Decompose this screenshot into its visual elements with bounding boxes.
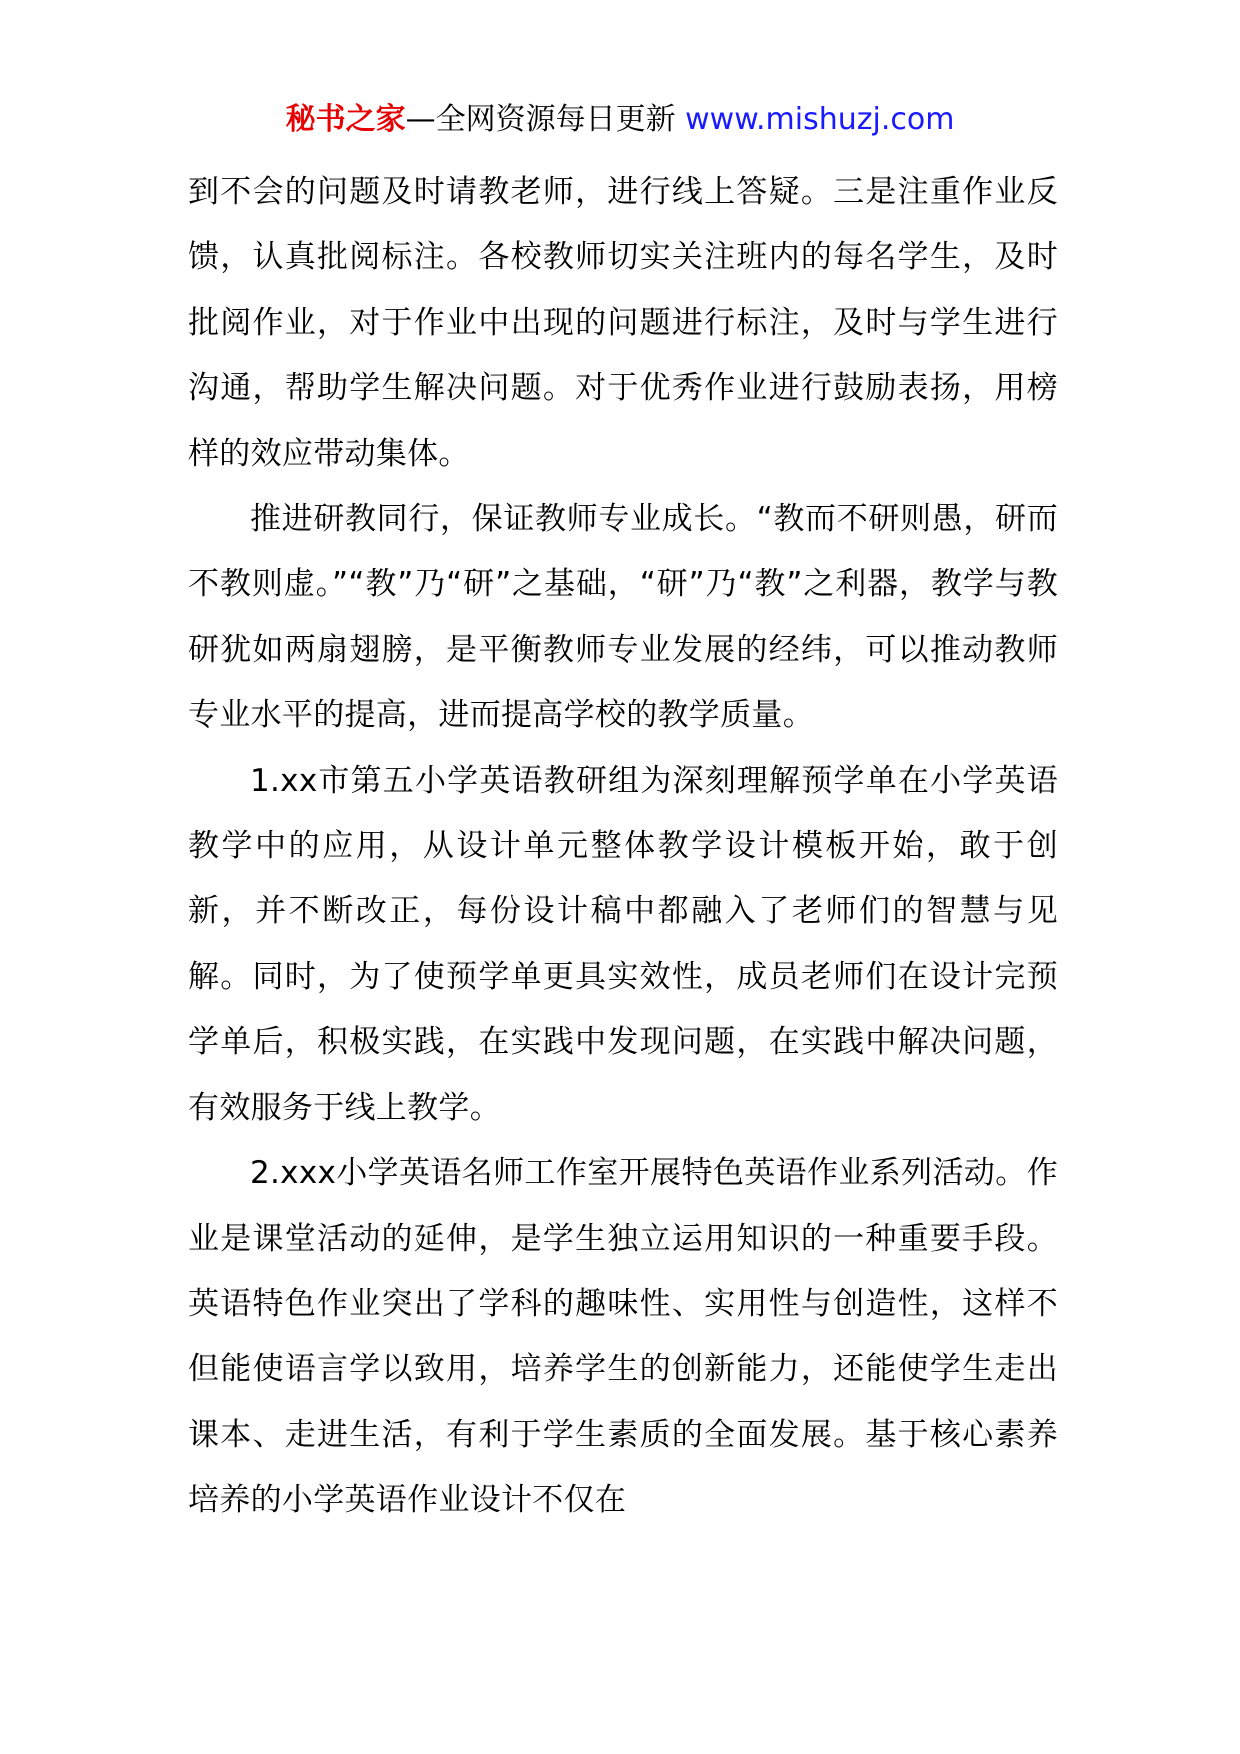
site-brand: 秘书之家 xyxy=(285,102,406,137)
page-header xyxy=(0,100,1240,140)
document-body xyxy=(188,160,1058,1534)
site-url-link[interactable]: www.mishuzj.com xyxy=(685,102,955,137)
paragraph-item-1: 1.xx市第五小学英语教研组为深刻理解预学单在小学英语教学中的应用，从设计单元整体教学设计模板开始，敢于创新，并不断改正，每份设计稿中都融入了老师们的智慧与见解。同时，为了使预学单更具实效性，成员老师们在设计完预学单后，积极实践，在实践中发现问题，在实践中解决问题，有效服务于线上教学。 xyxy=(188,762,1058,1126)
paragraph-item-2: 2.xxx小学英语名师工作室开展特色英语作业系列活动。作业是课堂活动的延伸，是学生独立运用知识的一种重要手段。英语特色作业突出了学科的趣味性、实用性与创造性，这样不但能使语言学以致用，培养学生的创新能力，还能使学生走出课本、走进生活，有利于学生素质的全面发展。基于核心素养培养的小学英语作业设计不仅在 xyxy=(188,1155,1058,1519)
paragraph-continuation: 到不会的问题及时请教老师，进行线上答疑。三是注重作业反馈，认真批阅标注。各校教师切实关注班内的每名学生，及时批阅作业，对于作业中出现的问题进行标注，及时与学生进行沟通，帮助学生解决问题。对于优秀作业进行鼓励表扬，用榜样的效应带动集体。 xyxy=(188,174,1058,472)
site-tagline: —全网资源每日更新 xyxy=(405,102,676,137)
paragraph-research-teaching: 推进研教同行，保证教师专业成长。“教而不研则愚，研而不教则虚。”“教”乃“研”之基础，“研”乃“教”之利器，教学与教研犹如两扇翅膀，是平衡教师专业发展的经纬，可以推动教师专业水平的提高，进而提高学校的教学质量。 xyxy=(188,501,1058,734)
